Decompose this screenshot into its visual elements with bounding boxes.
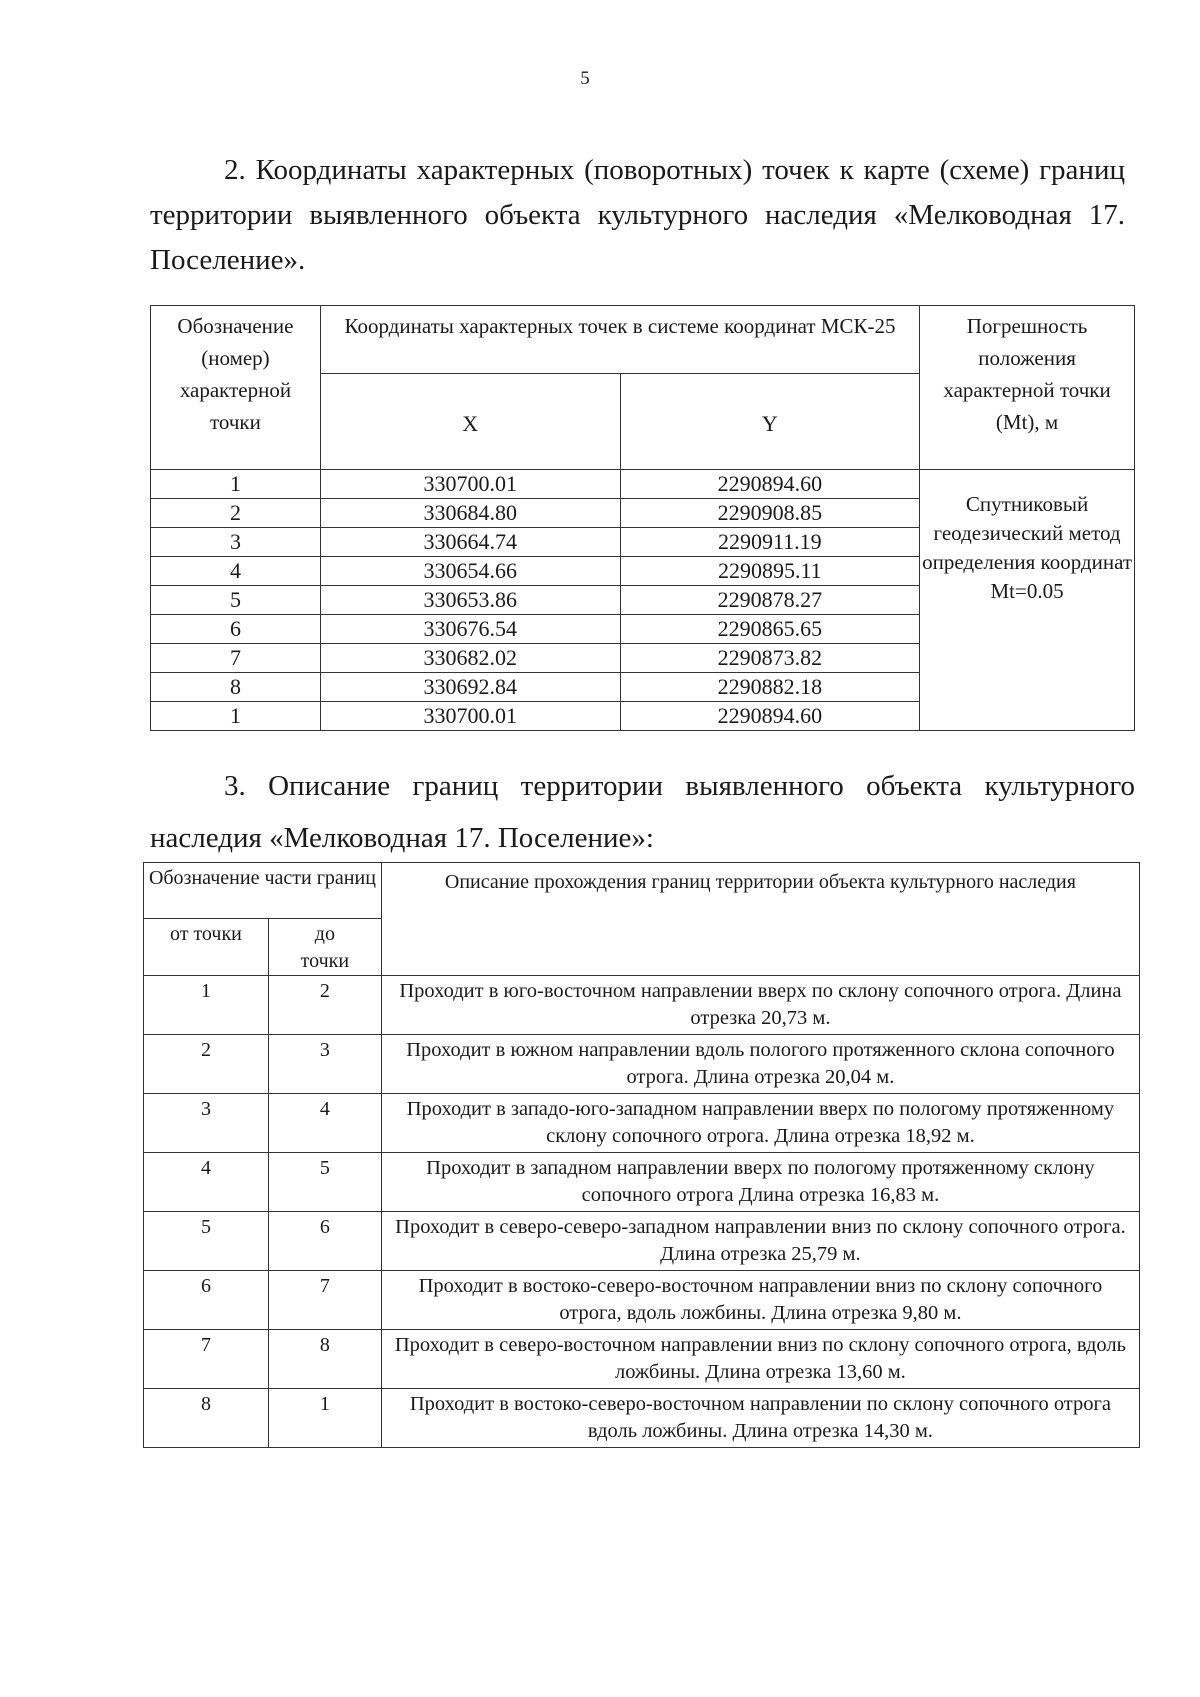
point-cell: 3 — [151, 528, 321, 557]
table-row — [144, 1153, 1140, 1212]
y-cell: 2290882.18 — [620, 673, 920, 702]
x-cell: 330676.54 — [320, 615, 620, 644]
table-row — [151, 470, 1135, 499]
point-cell: 5 — [151, 586, 321, 615]
from-point-cell: 8 — [144, 1389, 269, 1448]
header-coordinates: Координаты характерных точек в системе координат МСК-25 — [320, 306, 919, 374]
description-cell: Проходит в юго-восточном направлении вверх по склону сопочного отрога. Длина отрезка 20,73 м. — [381, 976, 1139, 1035]
page-number: 5 — [580, 68, 590, 89]
from-point-cell: 4 — [144, 1153, 269, 1212]
header-description: Описание прохождения границ территории объекта культурного наследия — [381, 863, 1139, 976]
from-point-cell: 3 — [144, 1094, 269, 1153]
x-cell: 330700.01 — [320, 470, 620, 499]
to-point-cell: 7 — [268, 1271, 381, 1330]
x-cell: 330654.66 — [320, 557, 620, 586]
point-cell: 7 — [151, 644, 321, 673]
boundary-description-table — [143, 862, 1140, 1448]
header-error: Погрешность положения характерной точки (Mt), м — [920, 306, 1135, 470]
from-point-cell: 6 — [144, 1271, 269, 1330]
from-point-cell: 5 — [144, 1212, 269, 1271]
coordinates-table — [150, 305, 1135, 731]
to-point-cell: 8 — [268, 1330, 381, 1389]
header-y: Y — [620, 374, 920, 470]
x-cell: 330682.02 — [320, 644, 620, 673]
to-point-cell: 4 — [268, 1094, 381, 1153]
table-row — [144, 1271, 1140, 1330]
y-cell: 2290878.27 — [620, 586, 920, 615]
from-point-cell: 1 — [144, 976, 269, 1035]
from-point-cell: 2 — [144, 1035, 269, 1094]
header-point-number: Обозначение (номер) характерной точки — [151, 306, 321, 470]
y-cell: 2290894.60 — [620, 470, 920, 499]
point-cell: 6 — [151, 615, 321, 644]
table-row — [144, 1035, 1140, 1094]
header-boundary-part — [144, 863, 382, 919]
description-cell: Проходит в северо-северо-западном направлении вниз по склону сопочного отрога. Длина отрезка 25,79 м. — [381, 1212, 1139, 1271]
description-cell: Проходит в южном направлении вдоль пологого протяженного склона сопочного отрога. Длина отрезка 20,04 м. — [381, 1035, 1139, 1094]
x-cell: 330653.86 — [320, 586, 620, 615]
description-cell: Проходит в востоко-северо-восточном направлении по склону сопочного отрога вдоль ложбины. Длина отрезка 14,30 м. — [381, 1389, 1139, 1448]
description-cell: Проходит в северо-восточном направлении вниз по склону сопочного отрога, вдоль ложбины. Длина отрезка 13,60 м. — [381, 1330, 1139, 1389]
from-point-cell: 7 — [144, 1330, 269, 1389]
description-cell: Проходит в западном направлении вверх по пологому протяженному склону сопочного отрога Длина отрезка 16,83 м. — [381, 1153, 1139, 1212]
table-row — [144, 976, 1140, 1035]
to-point-cell: 5 — [268, 1153, 381, 1212]
y-cell: 2290895.11 — [620, 557, 920, 586]
point-cell: 4 — [151, 557, 321, 586]
header-boundary-part-text: Обозначение части границ — [148, 867, 376, 889]
header-x: X — [320, 374, 620, 470]
to-point-cell: 2 — [268, 976, 381, 1035]
y-cell: 2290873.82 — [620, 644, 920, 673]
point-cell: 2 — [151, 499, 321, 528]
description-cell: Проходит в востоко-северо-восточном направлении вниз по склону сопочного отрога, вдоль ложбины. Длина отрезка 9,80 м. — [381, 1271, 1139, 1330]
x-cell: 330692.84 — [320, 673, 620, 702]
point-cell: 8 — [151, 673, 321, 702]
x-cell: 330700.01 — [320, 702, 620, 731]
to-point-cell: 1 — [268, 1389, 381, 1448]
x-cell: 330684.80 — [320, 499, 620, 528]
y-cell: 2290908.85 — [620, 499, 920, 528]
y-cell: 2290865.65 — [620, 615, 920, 644]
y-cell: 2290911.19 — [620, 528, 920, 557]
x-cell: 330664.74 — [320, 528, 620, 557]
to-point-cell: 6 — [268, 1212, 381, 1271]
table-row — [144, 1389, 1140, 1448]
section-3-heading: 3. Описание границ территории выявленного объекта культурного наследия «Мелководная 17. Поселение»: — [150, 770, 1135, 854]
header-from-point: от точки — [144, 919, 269, 976]
table-row — [144, 1212, 1140, 1271]
to-point-cell: 3 — [268, 1035, 381, 1094]
method-cell: Спутниковый геодезический метод определения координат Mt=0.05 — [920, 470, 1135, 731]
table-row — [144, 1330, 1140, 1389]
section-2-heading: 2. Координаты характерных (поворотных) точек к карте (схеме) границ территории выявленного объекта культурного наследия «Мелководная 17. Поселение». — [150, 154, 1125, 276]
header-to-point: до точки — [268, 919, 381, 976]
table-row — [144, 1094, 1140, 1153]
point-cell: 1 — [151, 702, 321, 731]
y-cell: 2290894.60 — [620, 702, 920, 731]
point-cell: 1 — [151, 470, 321, 499]
description-cell: Проходит в западо-юго-западном направлении вверх по пологому протяженному склону сопочного отрога. Длина отрезка 18,92 м. — [381, 1094, 1139, 1153]
